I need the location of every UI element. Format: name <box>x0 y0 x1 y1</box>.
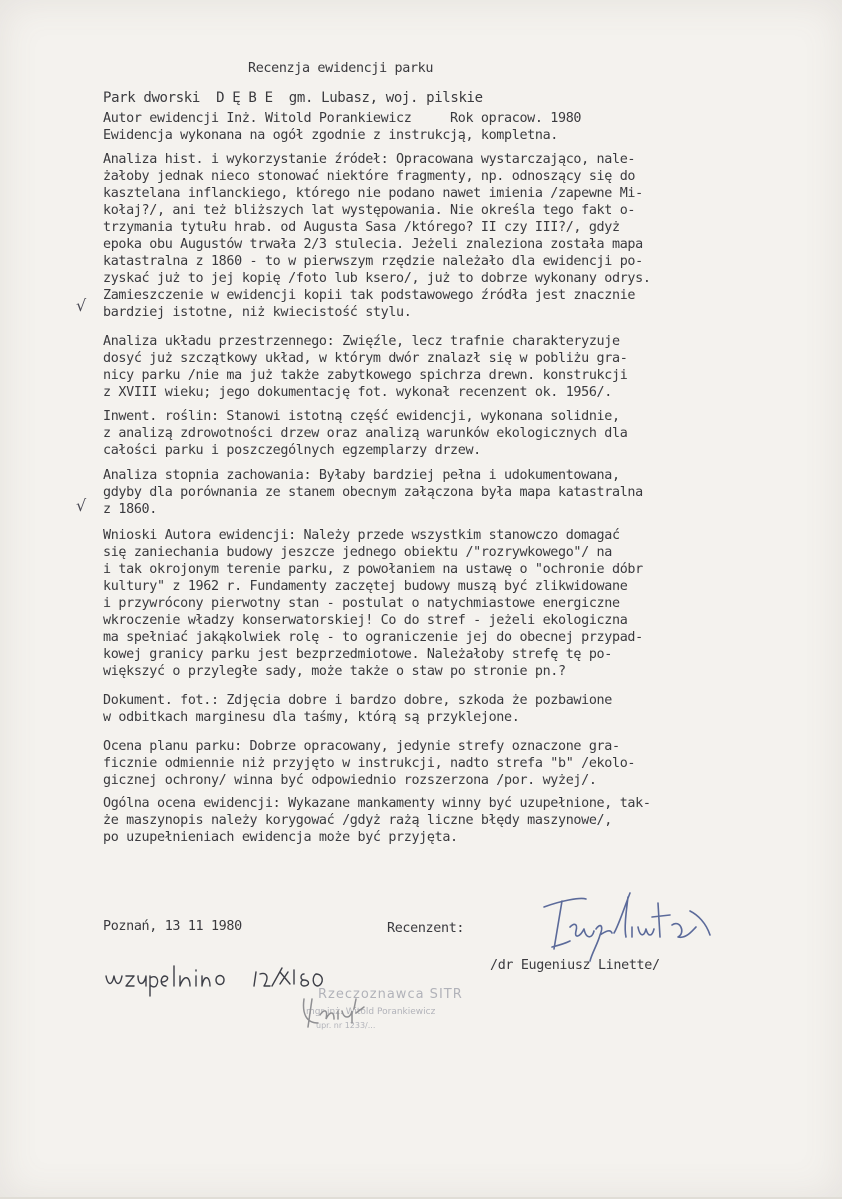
text-line: ficznie odmiennie niż przyjęto w instrukcji, nadto strefa "b" /ekolo- <box>103 756 636 771</box>
text-line: kołaj?/, ani też bliższych lat występowania. Nie określa tego fakt o- <box>103 203 636 218</box>
text-line: katastralna z 1860 - to w pierwszym rzędzie należało dla ewidencji po- <box>103 254 643 269</box>
text-line: gicznej ochrony/ winna być odpowiednio rozszerzona /por. wyżej/. <box>103 773 597 788</box>
text-line: i tak okrojonym terenie parku, z powołaniem na ustawę o "ochronie dóbr <box>103 562 643 577</box>
text-line: zyskać już to jej kopię /foto lub ksero/, już to dobrze wykonany odrys. <box>103 271 651 286</box>
section-historical-analysis <box>103 151 803 321</box>
text-line: ma spełniać jakąkolwiek rolę - to ograniczenie jej do obecnej przypad- <box>103 630 643 645</box>
intro-block <box>103 110 803 144</box>
section-preservation-analysis <box>103 467 803 518</box>
signature-image <box>540 883 715 973</box>
text-line: kasztelana inflanckiego, którego nie podano nawet imienia /zapewne Mi- <box>103 186 643 201</box>
text-line: że maszynopis należy korygować /gdyż rażą liczne błędy maszynowe/, <box>103 813 612 828</box>
park-heading: Park dworski D Ę B E gm. Lubasz, woj. pilskie <box>103 90 483 106</box>
text-line: Analiza stopnia zachowania: Byłaby bardziej pełna i udokumentowana, <box>103 468 620 483</box>
section-spatial-analysis <box>103 333 803 401</box>
text-line: bardziej istotne, niż kwiecistość stylu. <box>103 305 412 320</box>
author-line: Autor ewidencji Inż. Witold Porankiewicz Rok opracow. 1980 <box>103 111 582 126</box>
text-line: kultury" z 1962 r. Fundamenty zaczętej budowy muszą być zlikwidowane <box>103 579 628 594</box>
text-line: trzymania tytułu hrab. od Augusta Sasa /którego? II czy III?/, gdyż <box>103 220 620 235</box>
section-plant-inventory <box>103 408 803 459</box>
text-line: całości parku i poszczególnych egzemplarzy drzew. <box>103 443 481 458</box>
text-line: nicy parku /nie ma już także zabytkowego spichrza drewn. konstrukcji <box>103 368 628 383</box>
text-line: Analiza układu przestrzennego: Zwięźle, lecz trafnie charakteryzuje <box>103 334 620 349</box>
section-plan-evaluation <box>103 738 803 789</box>
text-line: Analiza hist. i wykorzystanie źródeł: Opracowana wystarczająco, nale- <box>103 152 636 167</box>
official-stamp <box>288 985 488 1055</box>
stamp-line-2: upr. nr 1233/... <box>316 1021 376 1030</box>
document-title: Recenzja ewidencji parku <box>248 61 434 76</box>
stamp-line: mgr inż. Witold Porankiewicz <box>306 1007 436 1017</box>
checkmark-icon: √ <box>76 496 87 515</box>
text-line: się zaniechania budowy jeszcze jednego obiektu /"rozrywkowego"/ na <box>103 545 612 560</box>
place-date: Poznań, 13 11 1980 <box>103 919 242 934</box>
text-line: z XVIII wieku; jego dokumentację fot. wykonał recenzent ok. 1956/. <box>103 385 612 400</box>
text-line: dosyć już szczątkowy układ, w którym dwór znalazł się w pobliżu gra- <box>103 351 628 366</box>
text-line: i przywrócony pierwotny stan - postulat o natychmiastowe energiczne <box>103 596 620 611</box>
text-line: po uzupełnieniach ewidencja może być przyjęta. <box>103 830 458 845</box>
text-line: żałoby jednak nieco stonować niektóre fragmenty, np. odnoszący się do <box>103 169 636 184</box>
text-line: Wnioski Autora ewidencji: Należy przede wszystkim stanowczo domagać <box>103 528 620 543</box>
section-photo-documentation <box>103 692 803 726</box>
text-line: Dokument. fot.: Zdjęcia dobre i bardzo dobre, szkoda że pozbawione <box>103 693 612 708</box>
text-line: Ogólna ocena ewidencji: Wykazane mankamenty winny być uzupełnione, tak- <box>103 796 651 811</box>
text-line: epoka obu Augustów trwała 2/3 stulecia. Jeżeli znaleziona została mapa <box>103 237 643 252</box>
reviewer-label: Recenzent: <box>387 921 465 936</box>
text-line: kowej granicy parku jest bezprzedmiotowe. Należałoby strefę tę po- <box>103 647 612 662</box>
text-line: wkroczenie władzy konserwatorskiej! Co do stref - jeżeli ekologiczna <box>103 613 628 628</box>
stamp-signature-image <box>298 993 368 1033</box>
text-line: większyć o przyległe sady, może także o staw po stronie pn.? <box>103 664 566 679</box>
checkmark-icon: √ <box>76 296 87 315</box>
text-line: Ocena planu parku: Dobrze opracowany, jedynie strefy oznaczone gra- <box>103 739 620 754</box>
scope-line: Ewidencja wykonana na ogół zgodnie z instrukcją, kompletna. <box>103 128 558 143</box>
text-line: w odbitkach marginesu dla taśmy, którą są przyklejone. <box>103 710 520 725</box>
text-line: Inwent. roślin: Stanowi istotną część ewidencji, wykonana solidnie, <box>103 409 620 424</box>
section-author-conclusions <box>103 527 803 680</box>
stamp-title: Rzeczoznawca SITR <box>318 987 463 1002</box>
text-line: Zamieszczenie w ewidencji kopii tak podstawowego źródła jest znacznie <box>103 288 636 303</box>
text-line: z 1860. <box>103 502 157 517</box>
section-overall-evaluation <box>103 795 803 846</box>
reviewer-name: /dr Eugeniusz Linette/ <box>490 958 660 973</box>
text-line: z analizą zdrowotności drzew oraz analizą warunków ekologicznych dla <box>103 426 628 441</box>
text-line: gdyby dla porównania ze stanem obecnym załączona była mapa katastralna <box>103 485 643 500</box>
